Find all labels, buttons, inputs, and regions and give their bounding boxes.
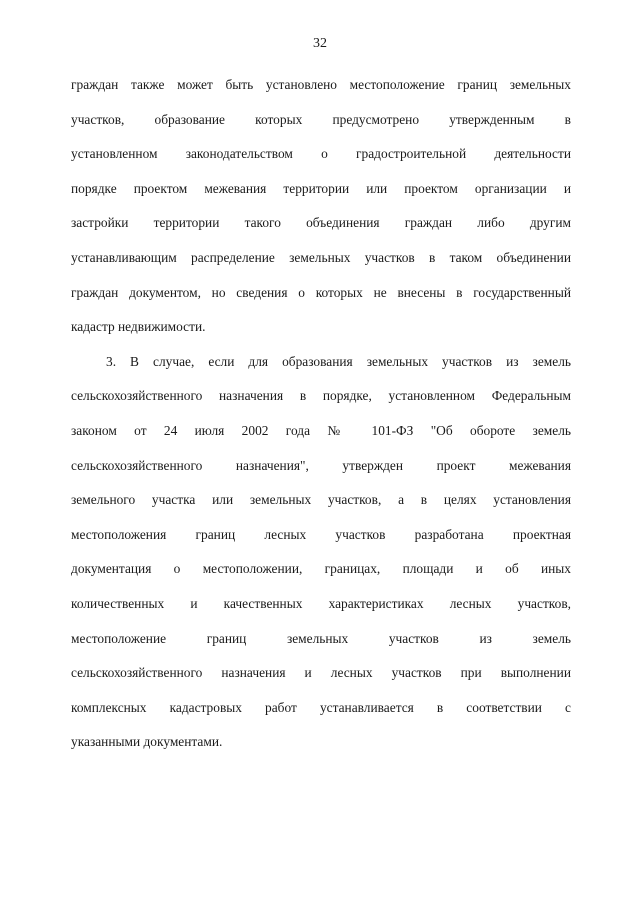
text-line: комплексных кадастровых работ устанавливается в соответствии с (71, 699, 571, 715)
text-line: земельного участка или земельных участков, а в целях установления (71, 492, 571, 508)
text-line: порядке проектом межевания территории или проектом организации и (71, 180, 571, 196)
text-line: указанными документами. (71, 734, 223, 750)
text-line: документация о местоположении, границах, площади и об иных (71, 561, 571, 577)
text-line: устанавливающим распределение земельных участков в таком объединении (71, 249, 571, 265)
text-line: количественных и качественных характеристиках лесных участков, (71, 595, 571, 611)
text-line: участков, образование которых предусмотрено утвержденным в (71, 111, 571, 127)
text-line: сельскохозяйственного назначения в порядке, установленном Федеральным (71, 388, 571, 404)
page-number: 32 (313, 36, 327, 51)
text-line: местоположения границ лесных участков разработана проектная (71, 526, 571, 542)
text-line: сельскохозяйственного назначения", утвержден проект межевания (71, 457, 571, 473)
paragraph-2 (71, 345, 571, 760)
text-line: местоположение границ земельных участков из земель (71, 630, 571, 646)
text-line: граждан документом, но сведения о которых не внесены в государственный (71, 284, 571, 300)
text-line: установленном законодательством о градостроительной деятельности (71, 146, 571, 162)
text-line: застройки территории такого объединения граждан либо другим (71, 215, 571, 231)
document-body (71, 68, 571, 760)
text-line: сельскохозяйственного назначения и лесных участков при выполнении (71, 665, 571, 681)
text-line: кадастр недвижимости. (71, 319, 206, 335)
text-line: 3. В случае, если для образования земельных участков из земель (106, 353, 571, 369)
text-line: граждан также может быть установлено местоположение границ земельных (71, 77, 571, 92)
paragraph-1 (71, 68, 571, 345)
text-line: законом от 24 июля 2002 года № 101-ФЗ "Об обороте земель (71, 422, 571, 438)
